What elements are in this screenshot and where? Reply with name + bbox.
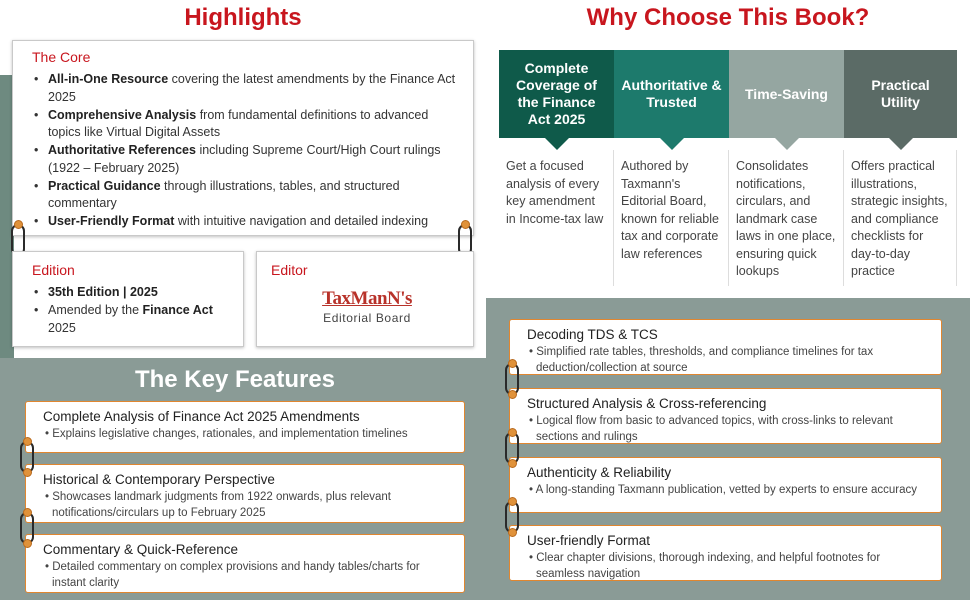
feature-title: User-friendly Format <box>527 533 651 548</box>
feature-title: Complete Analysis of Finance Act 2025 Amendments <box>43 409 360 424</box>
feature-desc: • Simplified rate tables, thresholds, and compliance timelines for tax deduction/collection at source <box>529 346 874 374</box>
feature-desc: • Clear chapter divisions, thorough indexing, and helpful footnotes for seamless navigation <box>529 552 881 580</box>
core-list <box>32 71 463 231</box>
feature-box <box>509 319 942 375</box>
ring-dot-icon <box>508 528 517 537</box>
feature-desc: • Logical flow from basic to advanced topics, with cross-links to relevant sections and rulings <box>529 415 893 443</box>
logo-subtitle: Editorial Board <box>323 311 411 325</box>
edition-item: • 35th Edition | 2025 <box>32 284 233 302</box>
taxmann-logo <box>271 288 463 325</box>
feature-box <box>25 401 465 453</box>
ring-dot-icon <box>508 428 517 437</box>
ring-dot-icon <box>23 508 32 517</box>
feature-desc: • Detailed commentary on complex provisions and handy tables/charts for instant clarity <box>45 561 420 589</box>
ring-dot-icon <box>23 468 32 477</box>
edition-card <box>12 251 244 347</box>
why-column <box>614 50 729 286</box>
down-arrow-icon <box>660 138 684 150</box>
why-column-body: Consolidates notifications, circulars, and landmark case laws in one place, ensuring quick lookups <box>729 150 844 286</box>
ring-dot-icon <box>23 539 32 548</box>
why-column-title: Practical Utility <box>844 50 957 138</box>
ring-dot-icon <box>508 459 517 468</box>
ring-dot-icon <box>14 220 23 229</box>
why-column-title: Authoritative & Trusted <box>614 50 729 138</box>
highlights-heading: Highlights <box>184 4 302 31</box>
feature-title: Authenticity & Reliability <box>527 465 672 480</box>
why-column-body: Authored by Taxmann's Editorial Board, known for reliable tax and corporate law references <box>614 150 729 286</box>
core-item: • Authoritative References including Supreme Court/High Court rulings (1922 – February 2025) <box>32 142 463 177</box>
why-column-body: Offers practical illustrations, strategic insights, and compliance checklists for day-to-day practice <box>844 150 957 286</box>
why-column-title: Time-Saving <box>729 50 844 138</box>
feature-box <box>25 534 465 593</box>
ring-dot-icon <box>508 390 517 399</box>
feature-title: Decoding TDS & TCS <box>527 327 658 342</box>
ring-dot-icon <box>508 497 517 506</box>
why-column-body: Get a focused analysis of every key amendment in Income-tax law <box>499 150 614 286</box>
feature-box <box>509 525 942 581</box>
feature-desc: • Explains legislative changes, rationales, and implementation timelines <box>45 428 408 440</box>
editor-title: Editor <box>271 262 308 278</box>
feature-desc: • A long-standing Taxmann publication, vetted by experts to ensure accuracy <box>529 484 918 496</box>
core-item: • Practical Guidance through illustrations, tables, and structured commentary <box>32 178 463 213</box>
ring-dot-icon <box>23 437 32 446</box>
ring-dot-icon <box>508 359 517 368</box>
edition-list <box>32 284 233 337</box>
feature-box <box>509 457 942 513</box>
core-item: • User-Friendly Format with intuitive navigation and detailed indexing <box>32 213 463 231</box>
why-column <box>729 50 844 286</box>
why-column <box>499 50 614 286</box>
edition-title: Edition <box>32 262 75 278</box>
down-arrow-icon <box>545 138 569 150</box>
feature-box <box>509 388 942 444</box>
logo-wordmark: TaxManN's <box>322 288 412 309</box>
why-column-title: Complete Coverage of the Finance Act 2025 <box>499 50 614 138</box>
feature-title: Structured Analysis & Cross-referencing <box>527 396 767 411</box>
down-arrow-icon <box>889 138 913 150</box>
feature-box <box>25 464 465 523</box>
core-card <box>12 40 474 236</box>
down-arrow-icon <box>775 138 799 150</box>
feature-desc: • Showcases landmark judgments from 1922 onwards, plus relevant notifications/circulars up to February 2025 <box>45 491 392 519</box>
ring-dot-icon <box>461 220 470 229</box>
feature-title: Historical & Contemporary Perspective <box>43 472 275 487</box>
why-column <box>844 50 957 286</box>
why-heading: Why Choose This Book? <box>586 4 870 31</box>
core-title: The Core <box>32 49 91 65</box>
key-features-heading: The Key Features <box>134 366 336 393</box>
feature-title: Commentary & Quick-Reference <box>43 542 239 557</box>
editor-card <box>256 251 474 347</box>
core-item: • All-in-One Resource covering the latest amendments by the Finance Act 2025 <box>32 71 463 106</box>
edition-item: • Amended by the Finance Act 2025 <box>32 302 233 337</box>
core-item: • Comprehensive Analysis from fundamental definitions to advanced topics like Virtual Digital Assets <box>32 107 463 142</box>
